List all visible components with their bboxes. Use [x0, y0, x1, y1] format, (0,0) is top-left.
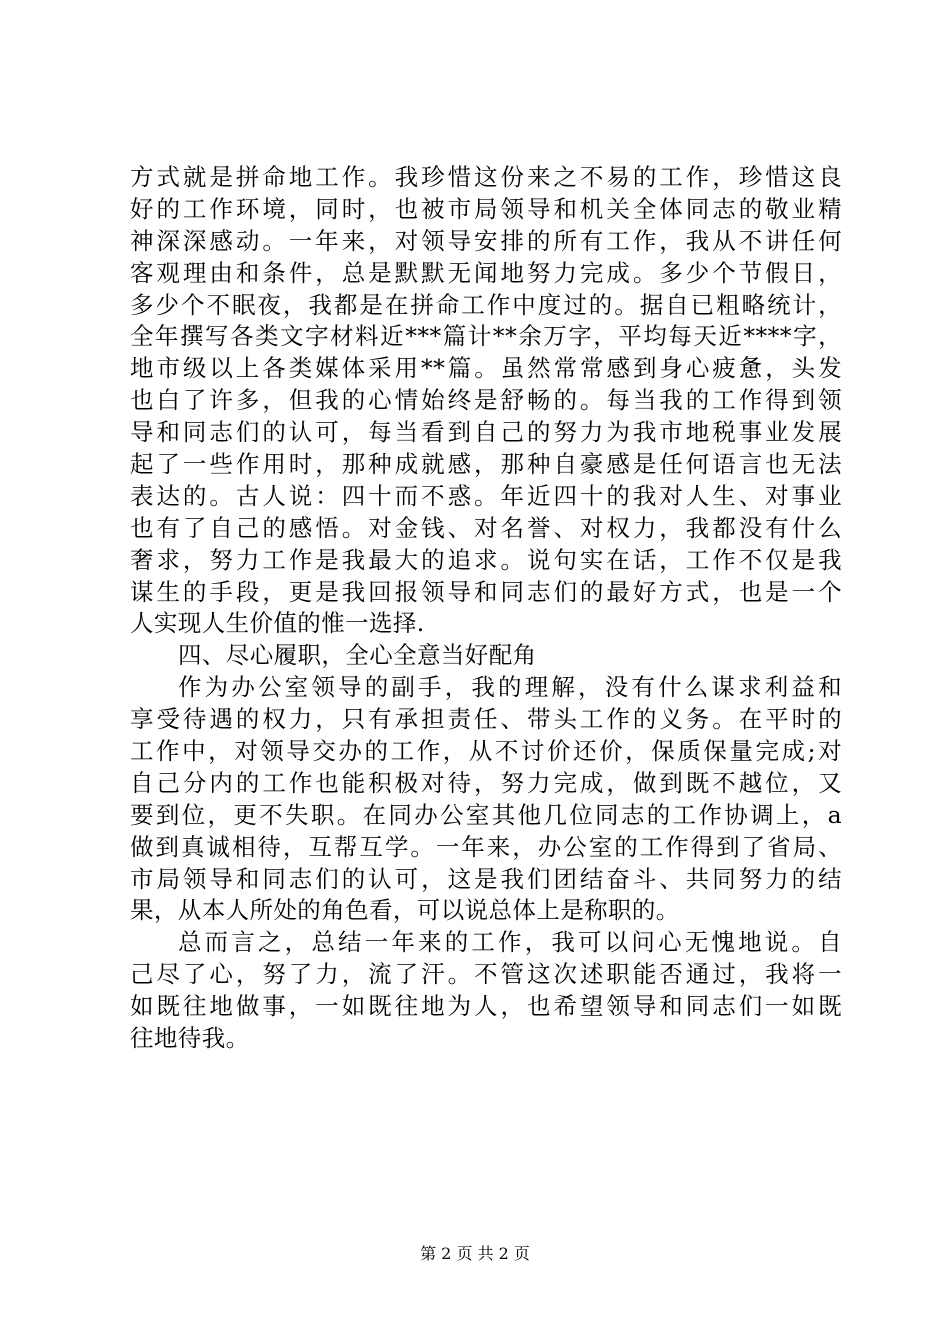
text-line: 全年撰写各类文字材料近***篇计**余万字，平均每天近****字， — [130, 322, 842, 351]
text-line: 也有了自己的感悟。对金钱、对名誉、对权力，我都没有什么 — [130, 513, 842, 542]
page-footer — [0, 1244, 950, 1264]
text-line: 表达的。古人说：四十而不惑。年近四十的我对人生、对事业 — [130, 481, 842, 510]
text-line: 往地待我。 — [130, 1024, 250, 1053]
text-line: 工作中，对领导交办的工作，从不讨价还价，保质保量完成;对 — [130, 737, 842, 766]
text-line: 奢求，努力工作是我最大的追求。说句实在话，工作不仅是我 — [130, 545, 842, 574]
text-line: 导和同志们的认可，每当看到自己的努力为我市地税事业发展 — [130, 418, 842, 447]
text-line: 神深深感动。一年来，对领导安排的所有工作，我从不讲任何 — [130, 226, 842, 255]
paragraph — [130, 927, 842, 1055]
page-number-label: 第 2 页 共 2 页 — [420, 1244, 530, 1263]
text-line: 己尽了心，努了力，流了汗。不管这次述职能否通过，我将一 — [130, 960, 842, 989]
document-body — [130, 162, 842, 1055]
text-line: 地市级以上各类媒体采用**篇。虽然常常感到身心疲惫，头发 — [130, 354, 842, 383]
text-line: 如既往地做事，一如既往地为人，也希望领导和同志们一如既 — [130, 992, 842, 1021]
text-line: 方式就是拼命地工作。我珍惜这份来之不易的工作，珍惜这良 — [130, 163, 842, 191]
text-line: 做到真诚相待，互帮互学。一年来，办公室的工作得到了省局、 — [130, 832, 842, 861]
text-line: 自己分内的工作也能积极对待，努力完成，做到既不越位，又 — [130, 768, 842, 797]
text-line: 作为办公室领导的副手，我的理解，没有什么谋求利益和 — [178, 673, 842, 702]
text-line: 好的工作环境，同时，也被市局领导和机关全体同志的敬业精 — [130, 194, 842, 223]
paragraph — [130, 672, 842, 927]
section-heading-block — [130, 640, 842, 672]
text-line: 总而言之，总结一年来的工作，我可以问心无愧地说。自 — [178, 928, 842, 957]
text-line: 人实现人生价值的惟一选择. — [130, 609, 425, 638]
text-line: 果，从本人所处的角色看，可以说总体上是称职的。 — [130, 896, 680, 925]
text-line: 多少个不眠夜，我都是在拼命工作中度过的。据自已粗略统计， — [130, 290, 842, 319]
text-line: 要到位，更不失职。在同办公室其他几位同志的工作协调上，a — [130, 800, 842, 829]
text-line: 谋生的手段，更是我回报领导和同志们的最好方式，也是一个 — [130, 577, 842, 606]
text-line: 也白了许多，但我的心情始终是舒畅的。每当我的工作得到领 — [130, 386, 842, 415]
text-line: 市局领导和同志们的认可，这是我们团结奋斗、共同努力的结 — [130, 864, 842, 893]
text-line: 客观理由和条件，总是默默无闻地努力完成。多少个节假日， — [130, 258, 842, 287]
paragraph — [130, 162, 842, 640]
text-line: 起了一些作用时，那种成就感，那种自豪感是任何语言也无法 — [130, 450, 842, 479]
text-line: 享受待遇的权力，只有承担责任、带头工作的义务。在平时的 — [130, 705, 842, 734]
section-heading: 四、尽心履职，全心全意当好配角 — [178, 641, 537, 670]
